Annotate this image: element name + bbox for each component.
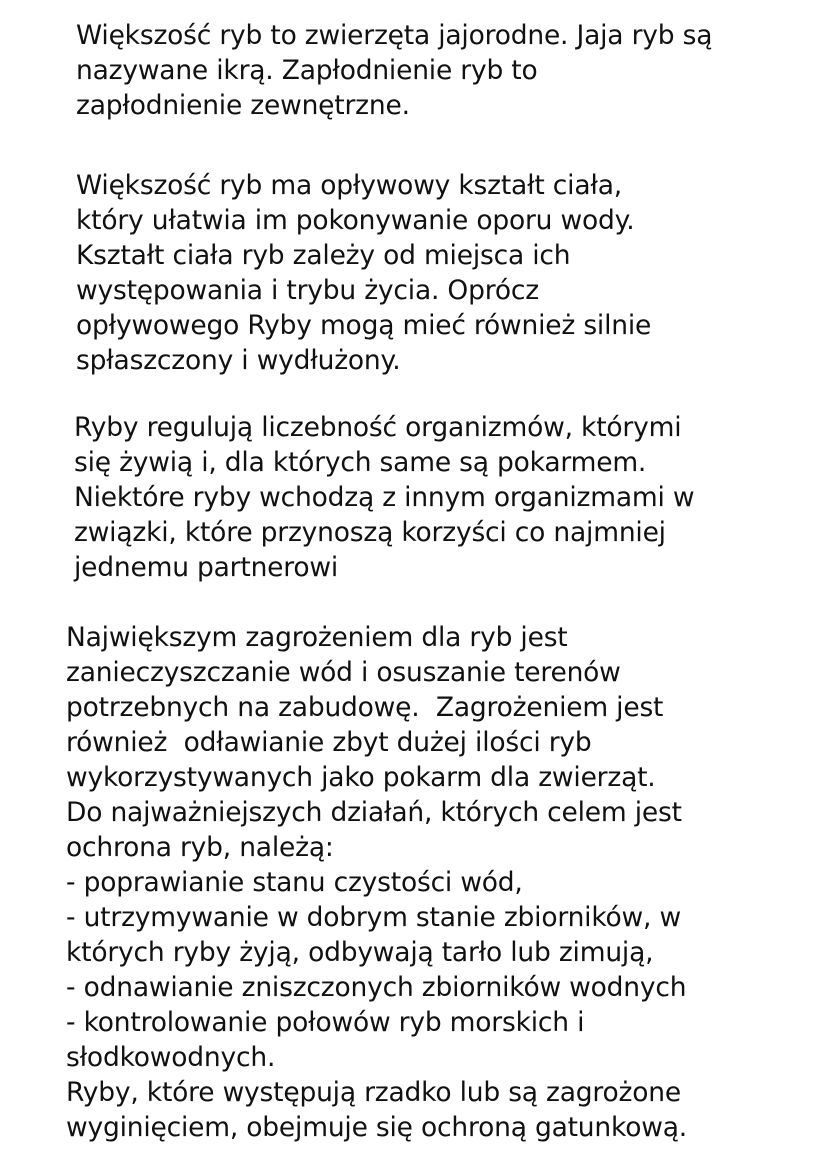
list-item: - poprawianie stanu czystości wód,	[66, 867, 523, 898]
text-line: jednemu partnerowi	[74, 552, 339, 583]
text-line: który ułatwia im pokonywanie oporu wody.	[76, 205, 635, 236]
text-line: wykorzystywanych jako pokarm dla zwierząt.	[66, 762, 656, 793]
text-line: Kształt ciała ryb zależy od miejsca ich	[76, 240, 571, 271]
text-line: spłaszczony i wydłużony.	[76, 345, 401, 376]
text-line: Większość ryb to zwierzęta jajorodne. Jaja ryb są	[76, 20, 713, 51]
text-line: Do najważniejszych działań, których celem jest	[66, 797, 682, 828]
paragraph-reproduction	[76, 18, 712, 123]
list-item: - utrzymywanie w dobrym stanie zbiorników, w	[66, 902, 681, 933]
paragraph-body-shape	[76, 168, 651, 378]
text-line: związki, które przynoszą korzyści co najmniej	[74, 517, 666, 548]
text-line: nazywane ikrą. Zapłodnienie ryb to	[76, 55, 538, 86]
text-line: zapłodnienie zewnętrzne.	[76, 90, 410, 121]
paragraph-ecology	[74, 410, 694, 585]
text-line: Większość ryb ma opływowy kształt ciała,	[76, 170, 622, 201]
text-line: Ryby regulują liczebność organizmów, którymi	[74, 412, 682, 443]
text-line: potrzebnych na zabudowę. Zagrożeniem jest	[66, 692, 664, 723]
text-line: opływowego Ryby mogą mieć również silnie	[76, 310, 652, 341]
text-line: Niektóre ryby wchodzą z innym organizmami w	[74, 482, 695, 513]
text-line: Ryby, które występują rzadko lub są zagrożone	[66, 1077, 681, 1108]
text-line: występowania i trybu życia. Oprócz	[76, 275, 539, 306]
paragraph-threats-protection	[66, 620, 687, 1145]
text-line: również odławianie zbyt dużej ilości ryb	[66, 727, 592, 758]
text-line: których ryby żyją, odbywają tarło lub zimują,	[66, 937, 654, 968]
list-item: - odnawianie zniszczonych zbiorników wodnych	[66, 972, 687, 1003]
text-line: Największym zagrożeniem dla ryb jest	[66, 622, 568, 653]
text-line: wyginięciem, obejmuje się ochroną gatunkową.	[66, 1112, 687, 1143]
text-line: się żywią i, dla których same są pokarmem.	[74, 447, 647, 478]
text-line: ochrona ryb, należą:	[66, 832, 334, 863]
list-item: - kontrolowanie połowów ryb morskich i	[66, 1007, 585, 1038]
text-line: zanieczyszczanie wód i osuszanie terenów	[66, 657, 621, 688]
text-line: słodkowodnych.	[66, 1042, 276, 1073]
